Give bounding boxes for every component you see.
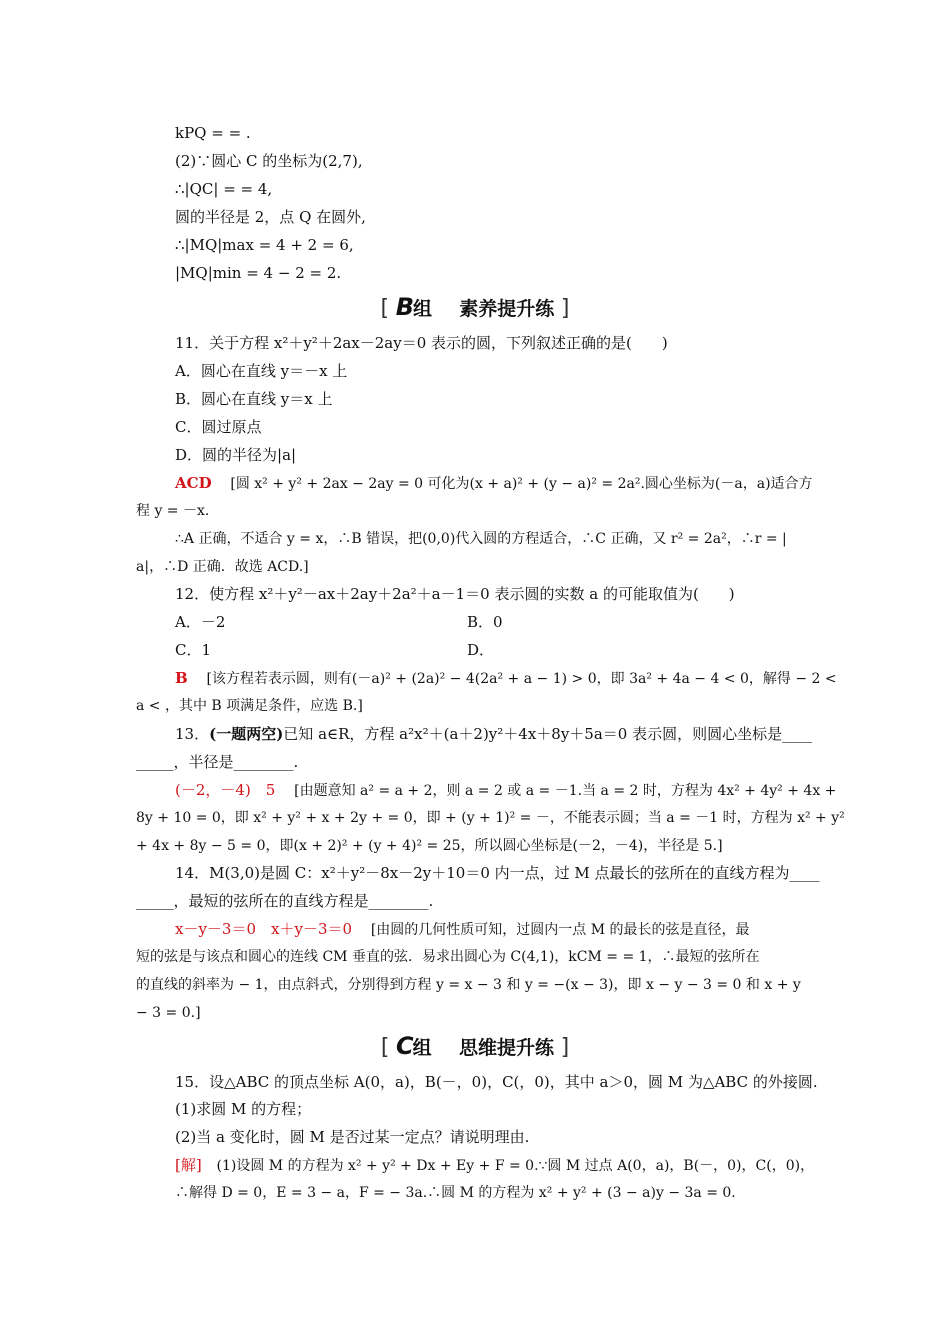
solution-tag: [解] [175,1156,202,1174]
option: B．圆心在直线 y＝x 上 [175,390,333,408]
answer-line [175,919,750,940]
question-number: 13． [175,725,210,743]
option-row [175,612,503,632]
text-line: 圆的半径是 2，点 Q 在圆外, [175,208,366,226]
text-line: kPQ = = . [175,124,251,142]
question-text: 已知 a∈R，方程 a²x²＋(a＋2)y²＋4x＋8y＋5a＝0 表示圆，则圆心坐标是____ [283,725,813,743]
group-letter: C [396,1032,413,1060]
group-label: 组 [412,1037,432,1059]
question-stem: 14．M(3,0)是圆 C：x²＋y²－8x－2y＋10＝0 内一点，过 M 点最长的弦所在的直线方程为____ [175,864,820,882]
solution-text: (1)设圆 M 的方程为 x² + y² + Dx + Ey + F = 0.∵圆 M 过点 A(0，a)，B(－，0)，C(，0)， [216,1158,815,1174]
bracket-open: [ [380,1035,390,1060]
bracket-open: [ [380,296,390,321]
question-part: (1)求圆 M 的方程； [175,1100,312,1118]
group-label: 组 [413,298,433,320]
explanation: [由题意知 a² = a + 2，则 a = 2 或 a = －1.当 a = 2 时，方程为 4x² + 4y² + 4x + [294,783,837,799]
explanation: 短的弦是与该点和圆心的连线 CM 垂直的弦．易求出圆心为 C(4,1)，kCM = = 1，∴最短的弦所在 [136,949,760,965]
explanation: 的直线的斜率为 − 1，由点斜式，分别得到方程 y = x − 3 和 y = −(x − 3)，即 x − y − 3 = 0 和 x + y [136,977,801,993]
section-title: 思维提升练 [458,1037,554,1059]
question-stem [175,724,812,744]
solution-text: ∴解得 D = 0，E = 3 − a，F = − 3a.∴圆 M 的方程为 x² + y² + (3 − a)y − 3a = 0. [175,1185,736,1201]
option: A．圆心在直线 y＝－x 上 [175,362,348,380]
question-stem: _____，半径是________. [136,753,299,771]
question-stem: 12．使方程 x²＋y²－ax＋2ay＋2a²＋a－1＝0 表示圆的实数 a 的可能取值为( ) [175,585,735,603]
question-stem: 11．关于方程 x²＋y²＋2ax－2ay＝0 表示的圆，下列叙述正确的是( ) [175,334,668,352]
answer-line [175,780,836,801]
explanation: [由圆的几何性质可知，过圆内一点 M 的最长的弦是直径，最 [370,922,750,938]
option: D． [467,641,495,659]
bracket-close: ] [560,296,570,321]
option: A．－2 [175,613,226,631]
option: B．0 [467,613,503,631]
explanation: 程 y = －x. [136,503,210,519]
option: C．圆过原点 [175,418,262,436]
answer-line [175,473,813,494]
explanation: [该方程若表示圆，则有(－a)² + (2a)² − 4(2a² + a − 1) > 0，即 3a² + 4a − 4 < 0，解得 − 2 < [206,671,837,687]
section-heading-b [0,294,950,322]
explanation: 8y + 10 = 0，即 x² + y² + x + 2y + = 0，即 + (y + 1)² = －，不能表示圆；当 a = －1 时，方程为 x² + y² [136,810,845,826]
section-heading-c [0,1033,950,1061]
question-tag: (一题两空) [209,725,284,743]
solution-line [175,1155,814,1176]
option: D．圆的半径为|a| [175,446,297,464]
option-row [175,640,495,660]
group-letter: B [395,293,413,321]
answer-key: (－2，－4) 5 [175,781,276,799]
answer-key: ACD [175,474,212,492]
question-stem: 15．设△ABC 的顶点坐标 A(0，a)，B(－，0)，C(，0)，其中 a＞0，圆 M 为△ABC 的外接圆. [175,1073,818,1091]
explanation: − 3 = 0.] [136,1005,201,1021]
text-line: ∴|QC| = = 4, [175,180,273,198]
answer-key: B [175,669,188,687]
text-line: ∴|MQ|max = 4 + 2 = 6, [175,236,354,254]
answer-key: x－y－3＝0 x＋y－3＝0 [175,920,353,938]
explanation: a < ，其中 B 项满足条件，应选 B.] [136,698,363,714]
explanation: + 4x + 8y − 5 = 0，即(x + 2)² + (y + 4)² = 25，所以圆心坐标是(－2，－4)，半径是 5.] [136,838,723,854]
bracket-close: ] [560,1035,570,1060]
answer-line [175,668,837,689]
explanation: ∴A 正确，不适合 y = x，∴B 错误，把(0,0)代入圆的方程适合，∴C 正确，又 r² = 2a²，∴r = | [175,531,787,547]
text-line: (2)∵圆心 C 的坐标为(2,7), [175,152,363,170]
section-title: 素养提升练 [459,298,555,320]
explanation: [圆 x² + y² + 2ax − 2ay = 0 可化为(x + a)² + (y − a)² = 2a².圆心坐标为(－a，a)适合方 [230,476,813,492]
question-stem: _____，最短的弦所在的直线方程是________. [136,892,434,910]
explanation: a|，∴D 正确．故选 ACD.] [136,559,309,575]
question-part: (2)当 a 变化时，圆 M 是否过某一定点？请说明理由. [175,1128,530,1146]
text-line: |MQ|min = 4 − 2 = 2. [175,264,342,282]
option: C．1 [175,641,212,659]
